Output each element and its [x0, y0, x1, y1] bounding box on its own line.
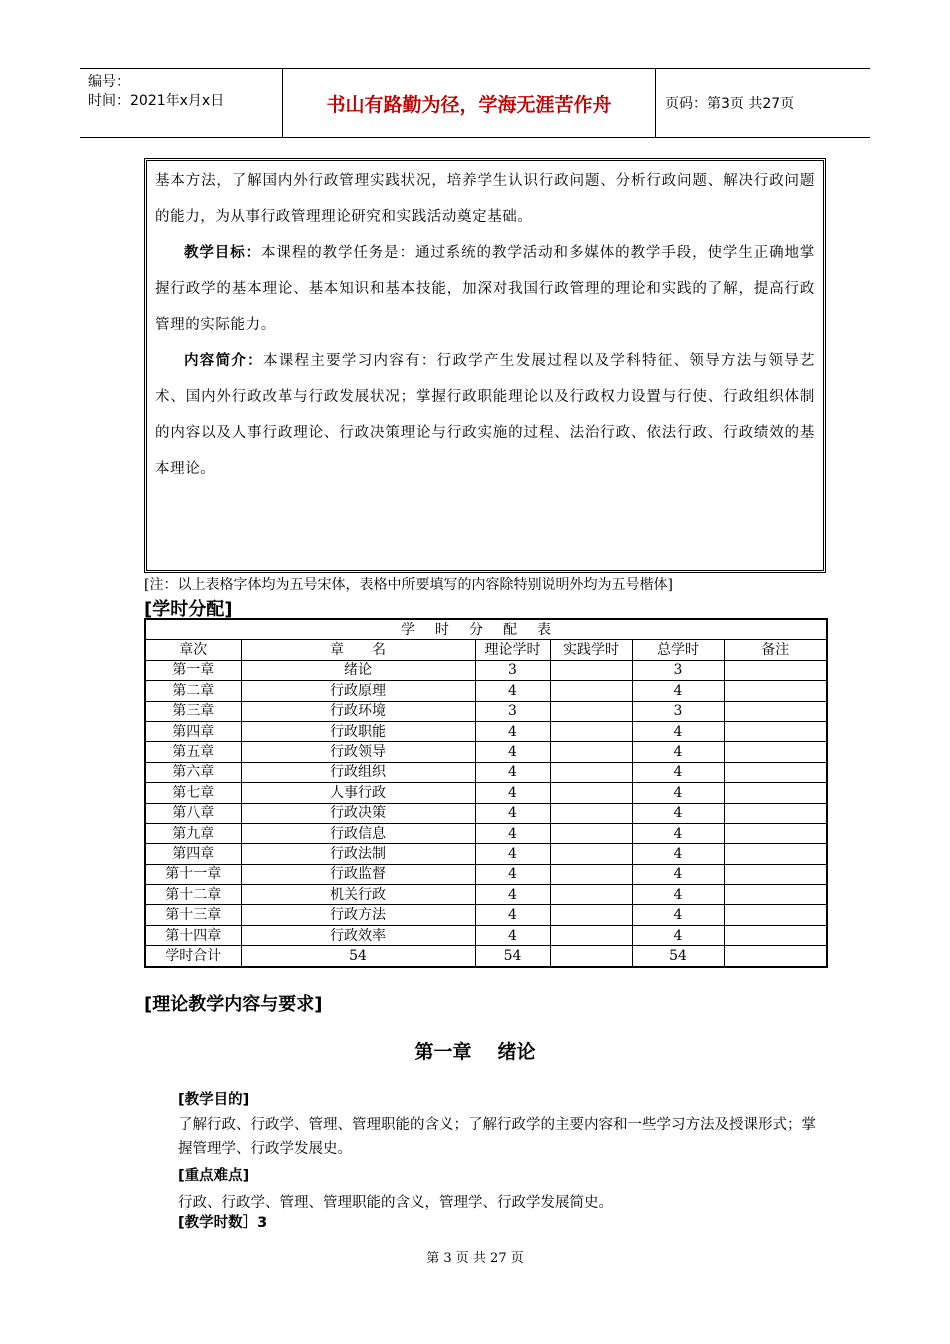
table-cell: 第一章	[145, 660, 241, 680]
table-cell: 4	[475, 823, 550, 843]
table-cell	[724, 701, 827, 721]
table-title: 学时分配表	[145, 619, 827, 640]
table-row	[145, 701, 827, 721]
table-cell: 第十一章	[145, 864, 241, 884]
table-row	[145, 742, 827, 762]
table-cell	[724, 905, 827, 925]
header-meta	[80, 69, 283, 137]
table-cell: 行政监督	[241, 864, 475, 884]
table-cell: 3	[475, 701, 550, 721]
table-row	[145, 660, 827, 680]
header-page-label: 页码：第3页 共27页	[665, 96, 795, 112]
header-cell: 总学时	[632, 640, 724, 660]
key-block	[178, 1164, 818, 1215]
table-cell	[550, 885, 632, 905]
table-cell: 4	[632, 885, 724, 905]
table-row	[145, 885, 827, 905]
table-cell	[550, 946, 632, 967]
purpose-label: [教学目的]	[178, 1092, 250, 1108]
table-cell: 机关行政	[241, 885, 475, 905]
table-cell: 4	[475, 885, 550, 905]
table-cell: 4	[632, 925, 724, 945]
chapter-title	[0, 1037, 950, 1064]
table-cell	[724, 803, 827, 823]
table-row	[145, 803, 827, 823]
purpose-block	[178, 1088, 818, 1161]
table-cell: 4	[475, 844, 550, 864]
table-cell	[724, 721, 827, 741]
table-cell: 4	[632, 721, 724, 741]
table-cell: 4	[632, 762, 724, 782]
table-row	[145, 844, 827, 864]
table-cell: 4	[632, 844, 724, 864]
table-cell: 4	[632, 783, 724, 803]
table-cell: 人事行政	[241, 783, 475, 803]
table-cell: 行政效率	[241, 925, 475, 945]
header-cell: 理论学时	[475, 640, 550, 660]
table-cell	[724, 660, 827, 680]
table-cell: 4	[475, 803, 550, 823]
hours-table	[144, 618, 828, 968]
table-cell	[724, 823, 827, 843]
table-cell	[724, 783, 827, 803]
table-cell: 行政组织	[241, 762, 475, 782]
page-footer: 第 3 页 共 27 页	[426, 1251, 524, 1266]
table-cell: 行政原理	[241, 681, 475, 701]
header-cell: 章次	[145, 640, 241, 660]
table-cell: 行政法制	[241, 844, 475, 864]
table-cell: 第三章	[145, 701, 241, 721]
table-cell: 第六章	[145, 762, 241, 782]
table-cell: 第七章	[145, 783, 241, 803]
table-cell: 3	[632, 660, 724, 680]
table-cell: 行政环境	[241, 701, 475, 721]
table-row	[145, 681, 827, 701]
table-cell: 3	[632, 701, 724, 721]
table-cell: 第五章	[145, 742, 241, 762]
table-note: [注：以上表格字体均为五号宋体，表格中所要填写的内容除特别说明外均为五号楷体]	[144, 577, 673, 593]
table-cell	[550, 823, 632, 843]
table-cell	[724, 885, 827, 905]
table-cell: 第四章	[145, 721, 241, 741]
table-cell	[724, 762, 827, 782]
table-cell	[550, 783, 632, 803]
table-cell: 4	[475, 681, 550, 701]
section-hours-heading: [学时分配]	[144, 599, 233, 620]
goal-label: 教学目标：	[184, 245, 261, 261]
number-label: 编号：	[88, 74, 130, 90]
table-cell	[724, 864, 827, 884]
table-cell	[550, 762, 632, 782]
table-cell	[550, 864, 632, 884]
table-cell: 第九章	[145, 823, 241, 843]
table-cell: 行政领导	[241, 742, 475, 762]
header-cell: 章 名	[241, 640, 475, 660]
table-cell: 4	[632, 905, 724, 925]
time-label: 时间：2021年x月x日	[88, 93, 225, 109]
table-row	[145, 905, 827, 925]
table-cell: 第十三章	[145, 905, 241, 925]
table-cell	[724, 844, 827, 864]
table-cell	[550, 844, 632, 864]
table-cell	[550, 905, 632, 925]
table-cell: 第十四章	[145, 925, 241, 945]
header-motto: 书山有路勤为径，学海无涯苦作舟	[283, 69, 656, 137]
hours-line: [教学时数］3	[178, 1215, 268, 1231]
table-cell: 4	[475, 721, 550, 741]
goal-paragraph	[155, 235, 815, 343]
section-theory-heading: [理论教学内容与要求]	[144, 994, 323, 1015]
table-cell	[550, 803, 632, 823]
table-cell: 3	[475, 660, 550, 680]
content-label: 内容简介：	[184, 353, 263, 369]
table-cell	[550, 681, 632, 701]
table-cell: 4	[632, 864, 724, 884]
table-cell	[550, 742, 632, 762]
table-row	[145, 762, 827, 782]
table-cell: 4	[632, 803, 724, 823]
table-title-row	[145, 619, 827, 640]
table-row	[145, 864, 827, 884]
table-cell: 4	[475, 742, 550, 762]
table-cell	[724, 742, 827, 762]
table-cell: 第四章	[145, 844, 241, 864]
table-cell: 第二章	[145, 681, 241, 701]
course-intro-box	[144, 158, 826, 573]
table-cell: 行政决策	[241, 803, 475, 823]
table-cell: 4	[475, 905, 550, 925]
table-cell: 行政方法	[241, 905, 475, 925]
table-cell: 4	[475, 762, 550, 782]
table-cell: 行政信息	[241, 823, 475, 843]
table-row	[145, 783, 827, 803]
table-cell: 54	[632, 946, 724, 967]
table-cell: 第八章	[145, 803, 241, 823]
table-cell: 4	[632, 823, 724, 843]
header-cell: 备注	[724, 640, 827, 660]
table-row	[145, 925, 827, 945]
table-row	[145, 721, 827, 741]
table-cell: 4	[475, 783, 550, 803]
intro-paragraph: 基本方法，了解国内外行政管理实践状况，培养学生认识行政问题、分析行政问题、解决行政问题的能力，为从事行政管理理论研究和实践活动奠定基础。	[155, 173, 815, 225]
table-cell	[550, 701, 632, 721]
chapter-name: 绪论	[497, 1041, 536, 1063]
content-text: 本课程主要学习内容有：行政学产生发展过程以及学科特征、领导方法与领导艺术、国内外行政改革与行政发展状况；掌握行政职能理论以及行政权力设置与行使、行政组织体制的内容以及人事行政理论、行政决策理论与行政实施的过程、法治行政、依法行政、行政绩效的基本理论。	[155, 353, 816, 477]
table-cell: 第十二章	[145, 885, 241, 905]
table-cell: 4	[632, 742, 724, 762]
table-cell: 54	[241, 946, 475, 967]
content-paragraph	[155, 343, 815, 487]
table-cell: 4	[475, 864, 550, 884]
table-row	[145, 823, 827, 843]
table-cell: 4	[475, 925, 550, 945]
table-cell: 54	[475, 946, 550, 967]
table-cell	[550, 925, 632, 945]
table-cell	[724, 925, 827, 945]
table-cell: 绪论	[241, 660, 475, 680]
table-cell	[550, 721, 632, 741]
table-header-row	[145, 640, 827, 660]
key-label: [重点难点]	[178, 1168, 250, 1184]
header-cell: 实践学时	[550, 640, 632, 660]
table-cell	[724, 946, 827, 967]
table-cell	[724, 681, 827, 701]
table-cell	[550, 660, 632, 680]
table-cell: 4	[632, 681, 724, 701]
table-total-row	[145, 946, 827, 967]
purpose-text: 了解行政、行政学、管理、管理职能的含义；了解行政学的主要内容和一些学习方法及授课形式；掌握管理学、行政学发展史。	[178, 1117, 816, 1157]
chapter-number: 第一章	[414, 1041, 472, 1063]
goal-text: 本课程的教学任务是：通过系统的教学活动和多媒体的教学手段，使学生正确地掌握行政学的基本理论、基本知识和基本技能，加深对我国行政管理的理论和实践的了解，提高行政管理的实际能力。	[155, 245, 816, 333]
table-cell: 学时合计	[145, 946, 241, 967]
table-cell: 行政职能	[241, 721, 475, 741]
page-header	[80, 68, 870, 138]
key-text: 行政、行政学、管理、管理职能的含义，管理学、行政学发展简史。	[178, 1195, 613, 1211]
